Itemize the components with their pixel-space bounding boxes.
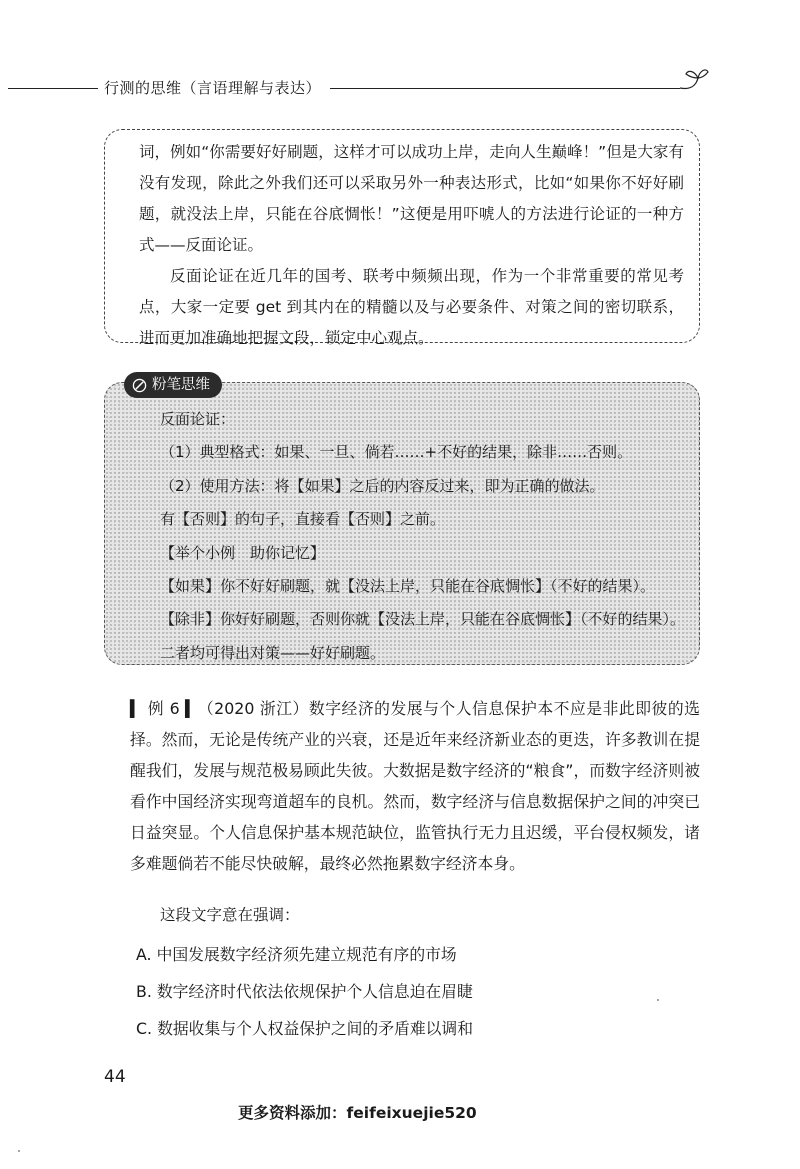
tip-line: 有【否则】的句子，直接看【否则】之前。 xyxy=(160,510,446,529)
tip-line: 【如果】你不好好刷题，就【没法上岸，只能在谷底惆怅】（不好的结果）。 xyxy=(160,576,656,595)
chalk-icon xyxy=(132,378,147,393)
tip-line: （2）使用方法：将【如果】之后的内容反过来，即为正确的做法。 xyxy=(160,476,605,495)
tip-line: 二者均可得出对策——好好刷题。 xyxy=(160,643,386,662)
header-rule-right xyxy=(330,88,680,89)
option-a: A. 中国发展数字经济须先建立规范有序的市场 xyxy=(136,945,457,964)
intro-paragraph-2: 反面论证在近几年的国考、联考中频频出现，作为一个非常重要的常见考点，大家一定要 get 到其内在的精髓以及与必要条件、对策之间的密切联系，进而更加准确地把握文段，锁定中心观点。 xyxy=(139,267,684,347)
scan-speck xyxy=(657,999,659,1001)
example-label: 例 6 xyxy=(147,699,180,718)
tip-line: 【举个小例 助你记忆】 xyxy=(160,543,326,562)
option-c: C. 数据收集与个人权益保护之间的矛盾难以调和 xyxy=(136,1019,474,1038)
sprout-icon xyxy=(676,64,710,94)
running-header-title: 行测的思维（言语理解与表达） xyxy=(104,77,327,98)
intro-box xyxy=(104,129,700,347)
example-marker-left: ▍ xyxy=(130,699,143,718)
option-b: B. 数字经济时代依法依规保护个人信息迫在眉睫 xyxy=(136,982,473,1001)
example-passage xyxy=(130,693,700,879)
tip-line: （1）典型格式：如果、一旦、倘若……+不好的结果，除非……否则。 xyxy=(160,443,633,462)
example-text: 数字经济的发展与个人信息保护本不应是非此即彼的选择。然而，无论是传统产业的兴衰，还是近年来经济新业态的更迭，许多教训在提醒我们，发展与规范极易顾此失彼。大数据是数字经济的“粮食”，而数字经济则被看作中国经济实现弯道超车的良机。然而，数字经济与信息数据保护之间的冲突已日益突显。个人信息保护基本规范缺位，监管执行无力且迟缓，平台侵权频发，诸多难题倘若不能尽快破解，最终必然拖累数字经济本身。 xyxy=(130,699,700,873)
tip-line: 【除非】你好好刷题，否则你就【没法上岸，只能在谷底惆怅】（不好的结果）。 xyxy=(160,610,686,629)
page-number: 44 xyxy=(104,1067,126,1087)
example-marker-right: ▍ xyxy=(185,699,198,718)
tip-line: 反面论证： xyxy=(160,410,236,428)
footer-note xyxy=(238,1101,477,1123)
tip-badge-label: 粉笔思维 xyxy=(152,377,210,393)
example-source: （2020 浙江） xyxy=(197,699,309,718)
footer-contact: feifeixuejie520 xyxy=(346,1104,477,1122)
footer-prefix: 更多资料添加： xyxy=(238,1103,347,1122)
scan-speck xyxy=(18,1150,20,1152)
intro-paragraph-1: 词，例如“你需要好好刷题，这样才可以成功上岸，走向人生巅峰！”但是大家有没有发现，除此之外我们还可以采取另外一种表达形式，比如“如果你不好好刷题，就没法上岸，只能在谷底惆怅！”这便是用吓唬人的方法进行论证的一种方式——反面论证。 xyxy=(139,143,684,254)
header-rule-left xyxy=(8,88,98,89)
tip-lines xyxy=(160,403,695,670)
tip-badge xyxy=(124,372,222,398)
question-stem: 这段文字意在强调： xyxy=(160,906,300,924)
answer-options xyxy=(136,936,473,1047)
